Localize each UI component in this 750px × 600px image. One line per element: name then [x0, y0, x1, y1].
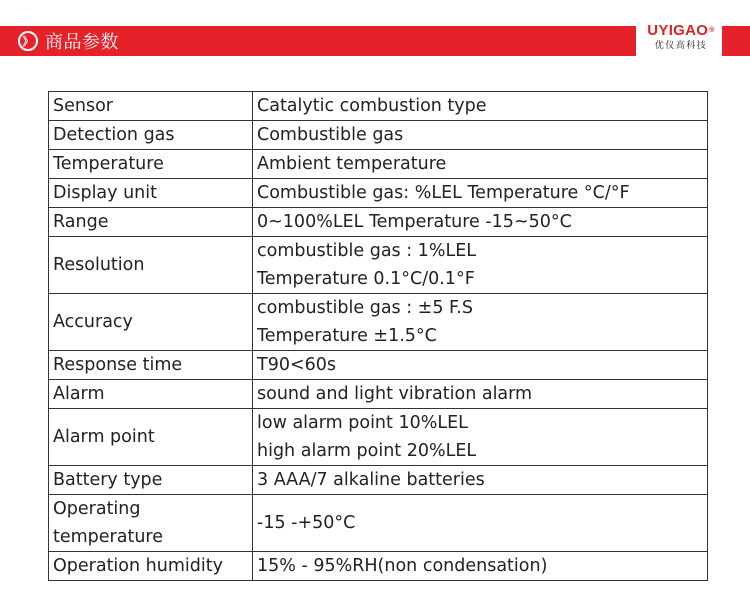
param-name: Operation humidity — [49, 552, 253, 581]
value-line: high alarm point 20%LEL — [257, 441, 477, 461]
param-name: Response time — [49, 351, 253, 380]
table-row — [49, 150, 708, 179]
param-name: Sensor — [49, 92, 253, 121]
brand-name — [643, 22, 719, 40]
value-line: Ambient temperature — [257, 154, 447, 174]
value-line: low alarm point 10%LEL — [257, 413, 468, 433]
table-row — [49, 179, 708, 208]
value-line: combustible gas : 1%LEL — [257, 241, 477, 261]
value-line: -15 -+50°C — [257, 513, 356, 533]
value-line: Catalytic combustion type — [257, 96, 487, 116]
param-name: Battery type — [49, 466, 253, 495]
param-value — [253, 466, 708, 495]
param-value — [253, 208, 708, 237]
value-line: Combustible gas: %LEL Temperature °C/°F — [257, 183, 630, 203]
table-row — [49, 495, 708, 552]
param-name: Display unit — [49, 179, 253, 208]
param-name: Alarm — [49, 380, 253, 409]
param-value — [253, 380, 708, 409]
value-line: 0~100%LEL Temperature -15~50°C — [257, 212, 572, 232]
param-name: Range — [49, 208, 253, 237]
table-row — [49, 237, 708, 294]
param-value — [253, 237, 708, 294]
param-value — [253, 294, 708, 351]
param-value — [253, 351, 708, 380]
value-line: Temperature 0.1°C/0.1°F — [257, 269, 475, 289]
table-row — [49, 409, 708, 466]
value-line: combustible gas : ±5 F.S — [257, 298, 473, 318]
param-name: Resolution — [49, 237, 253, 294]
brand-logo — [643, 22, 719, 58]
table-row — [49, 294, 708, 351]
table-row — [49, 466, 708, 495]
value-line: Combustible gas — [257, 125, 404, 145]
table-row — [49, 380, 708, 409]
brand-tagline: 优仪高科技 — [654, 41, 708, 51]
param-name: Operating temperature — [49, 495, 253, 552]
param-name: Accuracy — [49, 294, 253, 351]
value-line: 3 AAA/7 alkaline batteries — [257, 470, 485, 490]
table-row — [49, 208, 708, 237]
param-value — [253, 92, 708, 121]
param-value — [253, 552, 708, 581]
param-value — [253, 495, 708, 552]
table-row — [49, 121, 708, 150]
value-line: sound and light vibration alarm — [257, 384, 533, 404]
spec-table — [48, 91, 708, 581]
section-title: 商品参数 — [45, 32, 119, 53]
value-line: 15% - 95%RH(non condensation) — [257, 556, 548, 576]
registered-mark: ® — [709, 27, 715, 34]
param-name: Temperature — [49, 150, 253, 179]
double-chevron-right-icon: 》 — [18, 31, 38, 51]
value-line: T90<60s — [257, 355, 337, 375]
param-name: Detection gas — [49, 121, 253, 150]
table-row — [49, 552, 708, 581]
brand-name-text: UYIGAO — [647, 22, 709, 39]
param-value — [253, 121, 708, 150]
header-banner-end — [722, 26, 750, 56]
table-row — [49, 351, 708, 380]
param-value — [253, 409, 708, 466]
param-value — [253, 179, 708, 208]
spec-table-body — [49, 92, 708, 581]
param-value — [253, 150, 708, 179]
param-name: Alarm point — [49, 409, 253, 466]
table-row — [49, 92, 708, 121]
header-banner — [0, 26, 636, 56]
value-line: Temperature ±1.5°C — [257, 326, 437, 346]
